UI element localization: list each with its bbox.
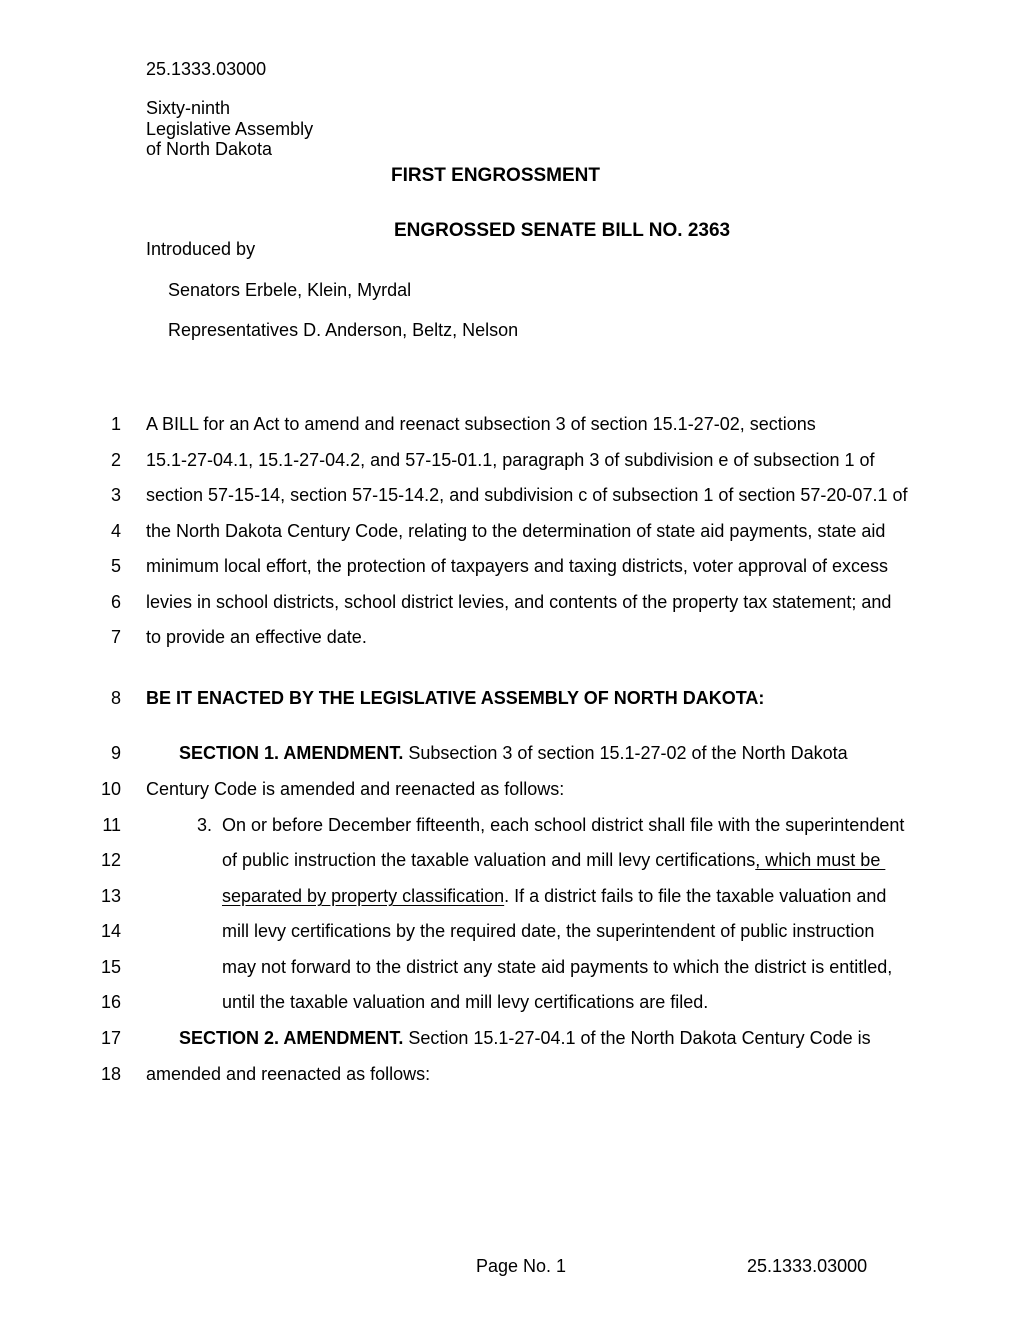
bill-title-line: to provide an effective date.	[146, 627, 367, 647]
line-number: 8	[110, 688, 121, 708]
subsection-text: of public instruction the taxable valuation and mill levy certifications	[222, 850, 756, 870]
inserted-text: , which must be	[755, 850, 886, 870]
section-2-line-2: amended and reenacted as follows:	[146, 1064, 431, 1084]
subsection-line: until the taxable valuation and mill levy certifications are filed.	[222, 992, 709, 1012]
section-2-line-1	[179, 1028, 871, 1048]
inserted-text: separated by property classification	[222, 886, 505, 906]
section-1-heading: SECTION 1. AMENDMENT.	[179, 743, 404, 763]
bill-title-line: levies in school districts, school district levies, and contents of the property tax statement; and	[146, 592, 892, 612]
line-number: 6	[110, 592, 121, 612]
subsection-line: mill levy certifications by the required date, the superintendent of public instruction	[222, 921, 875, 941]
page-number: Page No. 1	[476, 1256, 567, 1276]
assembly-line-2: Legislative Assembly	[146, 119, 314, 139]
footer-document-id: 25.1333.03000	[747, 1256, 868, 1276]
subsection-line: On or before December fifteenth, each school district shall file with the superintendent	[222, 815, 905, 835]
document-id: 25.1333.03000	[146, 59, 267, 79]
sponsor-representatives: Representatives D. Anderson, Beltz, Nelson	[168, 320, 519, 340]
enacting-clause: BE IT ENACTED BY THE LEGISLATIVE ASSEMBLY OF NORTH DAKOTA:	[146, 688, 765, 708]
engrossment-title: FIRST ENGROSSMENT	[391, 165, 601, 186]
line-number: 4	[110, 521, 121, 541]
bill-title-line: 15.1-27-04.1, 15.1-27-04.2, and 57-15-01.1, paragraph 3 of subdivision e of subsection 1 of	[146, 450, 875, 470]
line-number: 9	[110, 743, 121, 763]
introduced-by-label: Introduced by	[146, 239, 256, 259]
line-number: 2	[110, 450, 121, 470]
line-number: 1	[110, 414, 121, 434]
line-number: 10	[100, 779, 121, 799]
line-number: 7	[110, 627, 121, 647]
bill-title: ENGROSSED SENATE BILL NO. 2363	[394, 220, 731, 241]
subsection-text: . If a district fails to file the taxable valuation and	[504, 886, 887, 906]
subsection-line	[222, 850, 885, 870]
section-1-line-1	[179, 743, 848, 763]
bill-title-line: section 57-15-14, section 57-15-14.2, and subdivision c of subsection 1 of section 57-20-07.1 of	[146, 485, 908, 505]
bill-title-line: A BILL for an Act to amend and reenact subsection 3 of section 15.1-27-02, sections	[146, 414, 816, 434]
section-1-text: Subsection 3 of section 15.1-27-02 of the North Dakota	[403, 743, 848, 763]
line-number: 13	[100, 886, 121, 906]
assembly-line-3: of North Dakota	[146, 139, 273, 159]
section-2-text: Section 15.1-27-04.1 of the North Dakota Century Code is	[403, 1028, 871, 1048]
line-number: 11	[102, 815, 121, 835]
assembly-line-1: Sixty-ninth	[146, 98, 231, 118]
line-number: 16	[100, 992, 121, 1012]
subsection-line: may not forward to the district any state aid payments to which the district is entitled,	[222, 957, 893, 977]
line-number: 3	[110, 485, 121, 505]
bill-title-line: the North Dakota Century Code, relating to the determination of state aid payments, state aid	[146, 521, 886, 541]
section-2-heading: SECTION 2. AMENDMENT.	[179, 1028, 404, 1048]
sponsor-senators: Senators Erbele, Klein, Myrdal	[168, 280, 412, 300]
bill-title-line: minimum local effort, the protection of taxpayers and taxing districts, voter approval of excess	[146, 556, 889, 576]
line-number: 18	[100, 1064, 121, 1084]
line-number: 15	[100, 957, 121, 977]
line-number: 14	[100, 921, 121, 941]
line-number: 12	[100, 850, 121, 870]
subsection-line	[222, 886, 886, 906]
subsection-number: 3.	[197, 815, 213, 835]
line-number: 17	[100, 1028, 121, 1048]
line-number: 5	[110, 556, 121, 576]
section-1-line-2: Century Code is amended and reenacted as follows:	[146, 779, 565, 799]
